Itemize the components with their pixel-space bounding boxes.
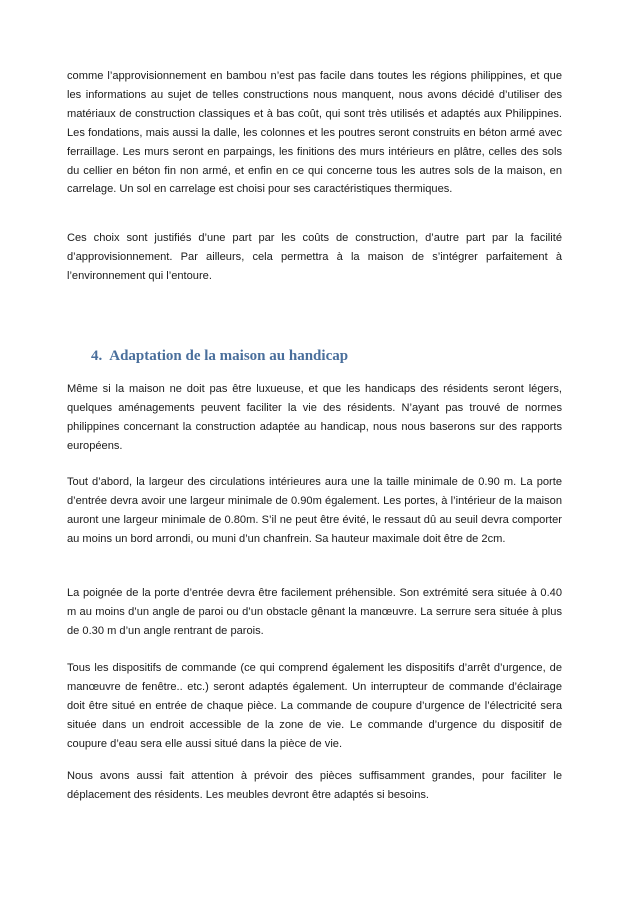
- paragraph-door-handle: La poignée de la porte d’entrée devra être facilement préhensible. Son extrémité sera située à 0.40 m au moins d’un angle de paroi ou d’un obstacle gênant la manœuvre. La serrure sera située à plus de 0.30 m d’un angle rentrant de parois.: [67, 587, 562, 637]
- paragraph-control-devices: Tous les dispositifs de commande (ce qui comprend également les dispositifs d’arrêt d’urgence, de manœuvre de fenêtre.. etc.) seront adaptés également. Un interrupteur de commande d’éclairage doit être situé en entrée de chaque pièce. La commande de coupure d’urgence de l’électricité sera située dans un endroit accessible de la zone de vie. Le commande d’urgence du dispositif de coupure d’eau sera elle aussi situé dans la pièce de vie.: [67, 662, 562, 750]
- section-heading: [91, 346, 561, 366]
- paragraph-materials: comme l’approvisionnement en bambou n’est pas facile dans toutes les régions philippines, et que les informations au sujet de telles constructions nous manquent, nous avons décidé d’utiliser des matériaux de construction classiques et à bas coût, qui sont très utilisés et adaptés aux Philippines. Les fondations, mais aussi la dalle, les colonnes et les poutres seront construits en béton armé avec ferraillage. Les murs seront en parpaings, les finitions des murs intérieurs en plâtre, celles des sols du cellier en béton fin non armé, et enfin en ce qui concerne tous les autres sols de la maison, en carrelage. Un sol en carrelage est choisi pour ses caractéristiques thermiques.: [67, 70, 562, 196]
- paragraph-intro-handicap: Même si la maison ne doit pas être luxueuse, et que les handicaps des résidents seront légers, quelques aménagements peuvent faciliter la vie des résidents. N’ayant pas trouvé de normes philippines concernant la construction adaptée au handicap, nous nous baserons sur des rapports européens.: [67, 383, 562, 452]
- paragraph-circulation-widths: Tout d’abord, la largeur des circulations intérieures aura une la taille minimale de 0.90 m. La porte d’entrée devra avoir une largeur minimale de 0.90m également. Les portes, à l’intérieur de la maison auront une largeur minimale de 0.80m. S’il ne peut être évité, le ressaut dû au seuil devra comporter au moins un bord arrondi, ou muni d’un chanfrein. Sa hauteur maximale doit être de 2cm.: [67, 476, 562, 545]
- section-number: 4.: [91, 348, 103, 364]
- section-title: Adaptation de la maison au handicap: [109, 348, 349, 364]
- paragraph-room-sizes: Nous avons aussi fait attention à prévoir des pièces suffisamment grandes, pour faciliter le déplacement des résidents. Les meubles devront être adaptés si besoins.: [67, 770, 562, 801]
- paragraph-justification: Ces choix sont justifiés d’une part par les coûts de construction, d’autre part par la facilité d’approvisionnement. Par ailleurs, cela permettra à la maison de s’intégrer parfaitement à l’environnement qui l’entoure.: [67, 232, 562, 282]
